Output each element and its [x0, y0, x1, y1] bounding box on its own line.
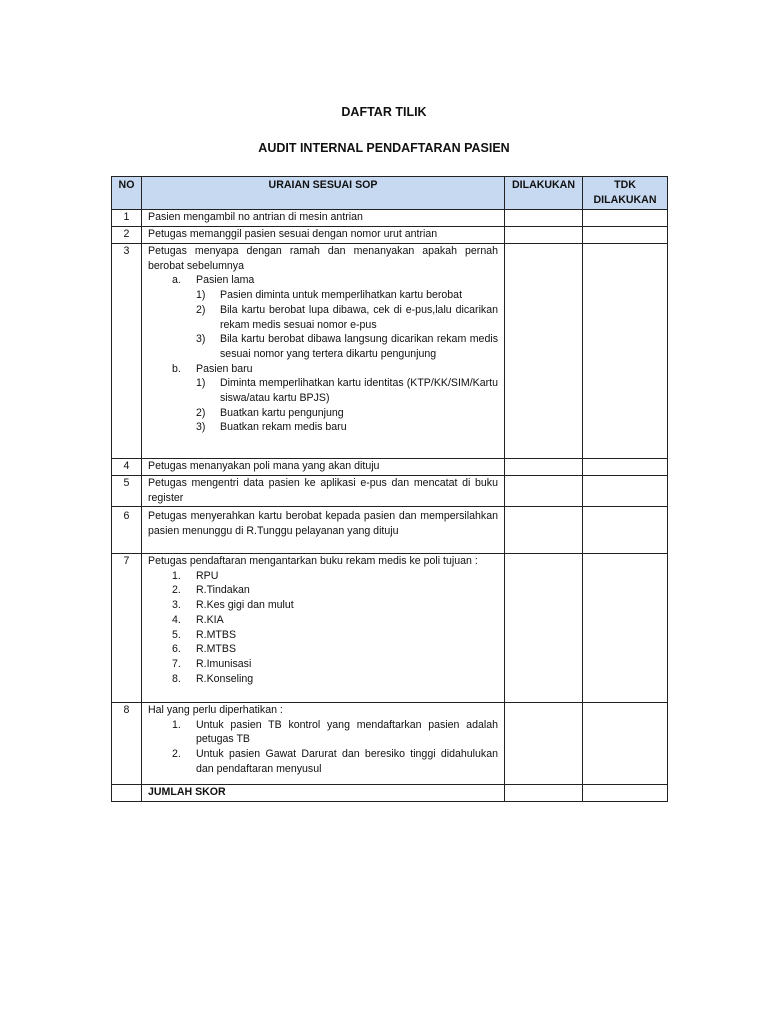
list-item: [148, 376, 498, 405]
total-row: [112, 785, 668, 802]
list-text: Untuk pasien TB kontrol yang mendaftarkan pasien adalah petugas TB: [196, 718, 498, 746]
row-main-text: Petugas pendaftaran mengantarkan buku rekam medis ke poli tujuan :: [148, 555, 478, 567]
checklist-table: [111, 176, 668, 802]
header-dilakukan: DILAKUKAN: [505, 177, 583, 210]
list-text: Bila kartu berobat dibawa langsung dicarikan rekam medis sesuai nomor yang tertera dikartu pengunjung: [220, 333, 498, 360]
list-item: [148, 273, 498, 288]
list-marker: a.: [172, 274, 181, 287]
list-item: [148, 657, 498, 672]
list-item: [148, 569, 498, 584]
dilakukan-cell[interactable]: [505, 703, 583, 785]
tdk-dilakukan-cell[interactable]: [583, 507, 668, 554]
list-marker: 2): [196, 406, 206, 419]
row-number: 6: [112, 507, 142, 554]
table-row: [112, 210, 668, 227]
tdk-dilakukan-cell[interactable]: [583, 244, 668, 459]
list-text: Pasien lama: [196, 274, 255, 287]
dilakukan-cell[interactable]: [505, 210, 583, 227]
total-no-cell: [112, 785, 142, 802]
list-text: Pasien baru: [196, 362, 253, 375]
tdk-dilakukan-cell[interactable]: [583, 210, 668, 227]
header-row: [112, 177, 668, 210]
row-number: 4: [112, 459, 142, 476]
list-text: R.MTBS: [196, 628, 237, 641]
list-item: [148, 718, 498, 747]
row-description: Petugas menanyakan poli mana yang akan dituju: [142, 459, 505, 476]
table-row: [112, 459, 668, 476]
dilakukan-cell[interactable]: [505, 244, 583, 459]
dilakukan-cell[interactable]: [505, 459, 583, 476]
total-dilakukan-cell[interactable]: [505, 785, 583, 802]
row-description: Petugas menyerahkan kartu berobat kepada pasien dan mempersilahkan pasien menunggu di R.Tunggu pelayanan yang dituju: [142, 507, 505, 554]
row-description: [142, 244, 505, 459]
tdk-dilakukan-cell[interactable]: [583, 476, 668, 507]
list-text: Buatkan rekam medis baru: [220, 421, 347, 434]
table-row: [112, 227, 668, 244]
dilakukan-cell[interactable]: [505, 507, 583, 554]
row-number: 7: [112, 554, 142, 703]
row-description: Petugas mengentri data pasien ke aplikasi e-pus dan mencatat di buku register: [142, 476, 505, 507]
row-number: 5: [112, 476, 142, 507]
row-number: 1: [112, 210, 142, 227]
row-number: 3: [112, 244, 142, 459]
list-item: [148, 583, 498, 598]
list-marker: 3.: [172, 599, 181, 612]
list-text: Buatkan kartu pengunjung: [220, 406, 344, 419]
list-item: [148, 332, 498, 361]
list-text: R.Kes gigi dan mulut: [196, 599, 294, 612]
header-tdk-line1: TDK: [614, 179, 636, 191]
list-marker: 2.: [172, 748, 181, 761]
header-no: NO: [112, 177, 142, 210]
list-marker: 3): [196, 333, 206, 346]
table-row: [112, 703, 668, 785]
list-item: [148, 747, 498, 776]
row-number: 8: [112, 703, 142, 785]
list-item: [148, 628, 498, 643]
header-uraian: URAIAN SESUAI SOP: [142, 177, 505, 210]
list-marker: 4.: [172, 613, 181, 626]
total-tdk-dilakukan-cell[interactable]: [583, 785, 668, 802]
list-text: Pasien diminta untuk memperlihatkan kartu berobat: [220, 289, 463, 302]
row-description: Petugas memanggil pasien sesuai dengan nomor urut antrian: [142, 227, 505, 244]
list-item: [148, 420, 498, 435]
list-item: [148, 672, 498, 687]
table-row: [112, 476, 668, 507]
total-label: JUMLAH SKOR: [142, 785, 505, 802]
header-tdk-dilakukan: [583, 177, 668, 210]
tdk-dilakukan-cell[interactable]: [583, 227, 668, 244]
row-main-text: Petugas menyapa dengan ramah dan menanyakan apakah pernah berobat sebelumnya: [148, 245, 498, 272]
document-subtitle: AUDIT INTERNAL PENDAFTARAN PASIEN: [258, 141, 510, 155]
list-item: [148, 642, 498, 657]
table-row: [112, 507, 668, 554]
poli-list: [148, 569, 498, 687]
row-description: Pasien mengambil no antrian di mesin antrian: [142, 210, 505, 227]
row-main-text: Hal yang perlu diperhatikan :: [148, 704, 283, 716]
list-marker: 8.: [172, 672, 181, 685]
tdk-dilakukan-cell[interactable]: [583, 703, 668, 785]
list-marker: 1.: [172, 569, 181, 582]
list-text: Bila kartu berobat lupa dibawa, cek di e-pus,lalu dicarikan rekam medis sesuai nomor e-pus: [220, 303, 498, 331]
list-text: R.Imunisasi: [196, 657, 252, 670]
tdk-dilakukan-cell[interactable]: [583, 459, 668, 476]
list-item: [148, 406, 498, 421]
list-marker: 6.: [172, 643, 181, 656]
list-item: [148, 613, 498, 628]
list-text: RPU: [196, 569, 219, 582]
list-marker: 3): [196, 421, 206, 434]
dilakukan-cell[interactable]: [505, 476, 583, 507]
header-tdk-line2: DILAKUKAN: [593, 193, 657, 206]
list-marker: 5.: [172, 628, 181, 641]
list-marker: 1): [196, 289, 206, 302]
list-text: R.MTBS: [196, 643, 237, 656]
row-number: 2: [112, 227, 142, 244]
list-item: [148, 598, 498, 613]
list-text: Untuk pasien Gawat Darurat dan beresiko tinggi didahulukan dan pendaftaran menyusul: [196, 748, 498, 775]
dilakukan-cell[interactable]: [505, 227, 583, 244]
list-marker: 2.: [172, 584, 181, 597]
list-marker: 2): [196, 303, 206, 316]
list-marker: 1.: [172, 718, 181, 731]
row-description: [142, 703, 505, 785]
table-row: [112, 244, 668, 459]
document-title: DAFTAR TILIK: [341, 105, 427, 119]
list-text: R.Konseling: [196, 672, 254, 685]
list-marker: 1): [196, 377, 206, 390]
list-item: [148, 303, 498, 332]
list-item: [148, 362, 498, 377]
tdk-dilakukan-cell[interactable]: [583, 554, 668, 703]
list-text: R.KIA: [196, 613, 224, 626]
list-marker: b.: [172, 362, 181, 375]
list-text: Diminta memperlihatkan kartu identitas (KTP/KK/SIM/Kartu siswa/atau kartu BPJS): [220, 377, 498, 405]
list-text: R.Tindakan: [196, 584, 250, 597]
dilakukan-cell[interactable]: [505, 554, 583, 703]
list-marker: 7.: [172, 657, 181, 670]
row-description: [142, 554, 505, 703]
list-item: [148, 288, 498, 303]
table-row: [112, 554, 668, 703]
